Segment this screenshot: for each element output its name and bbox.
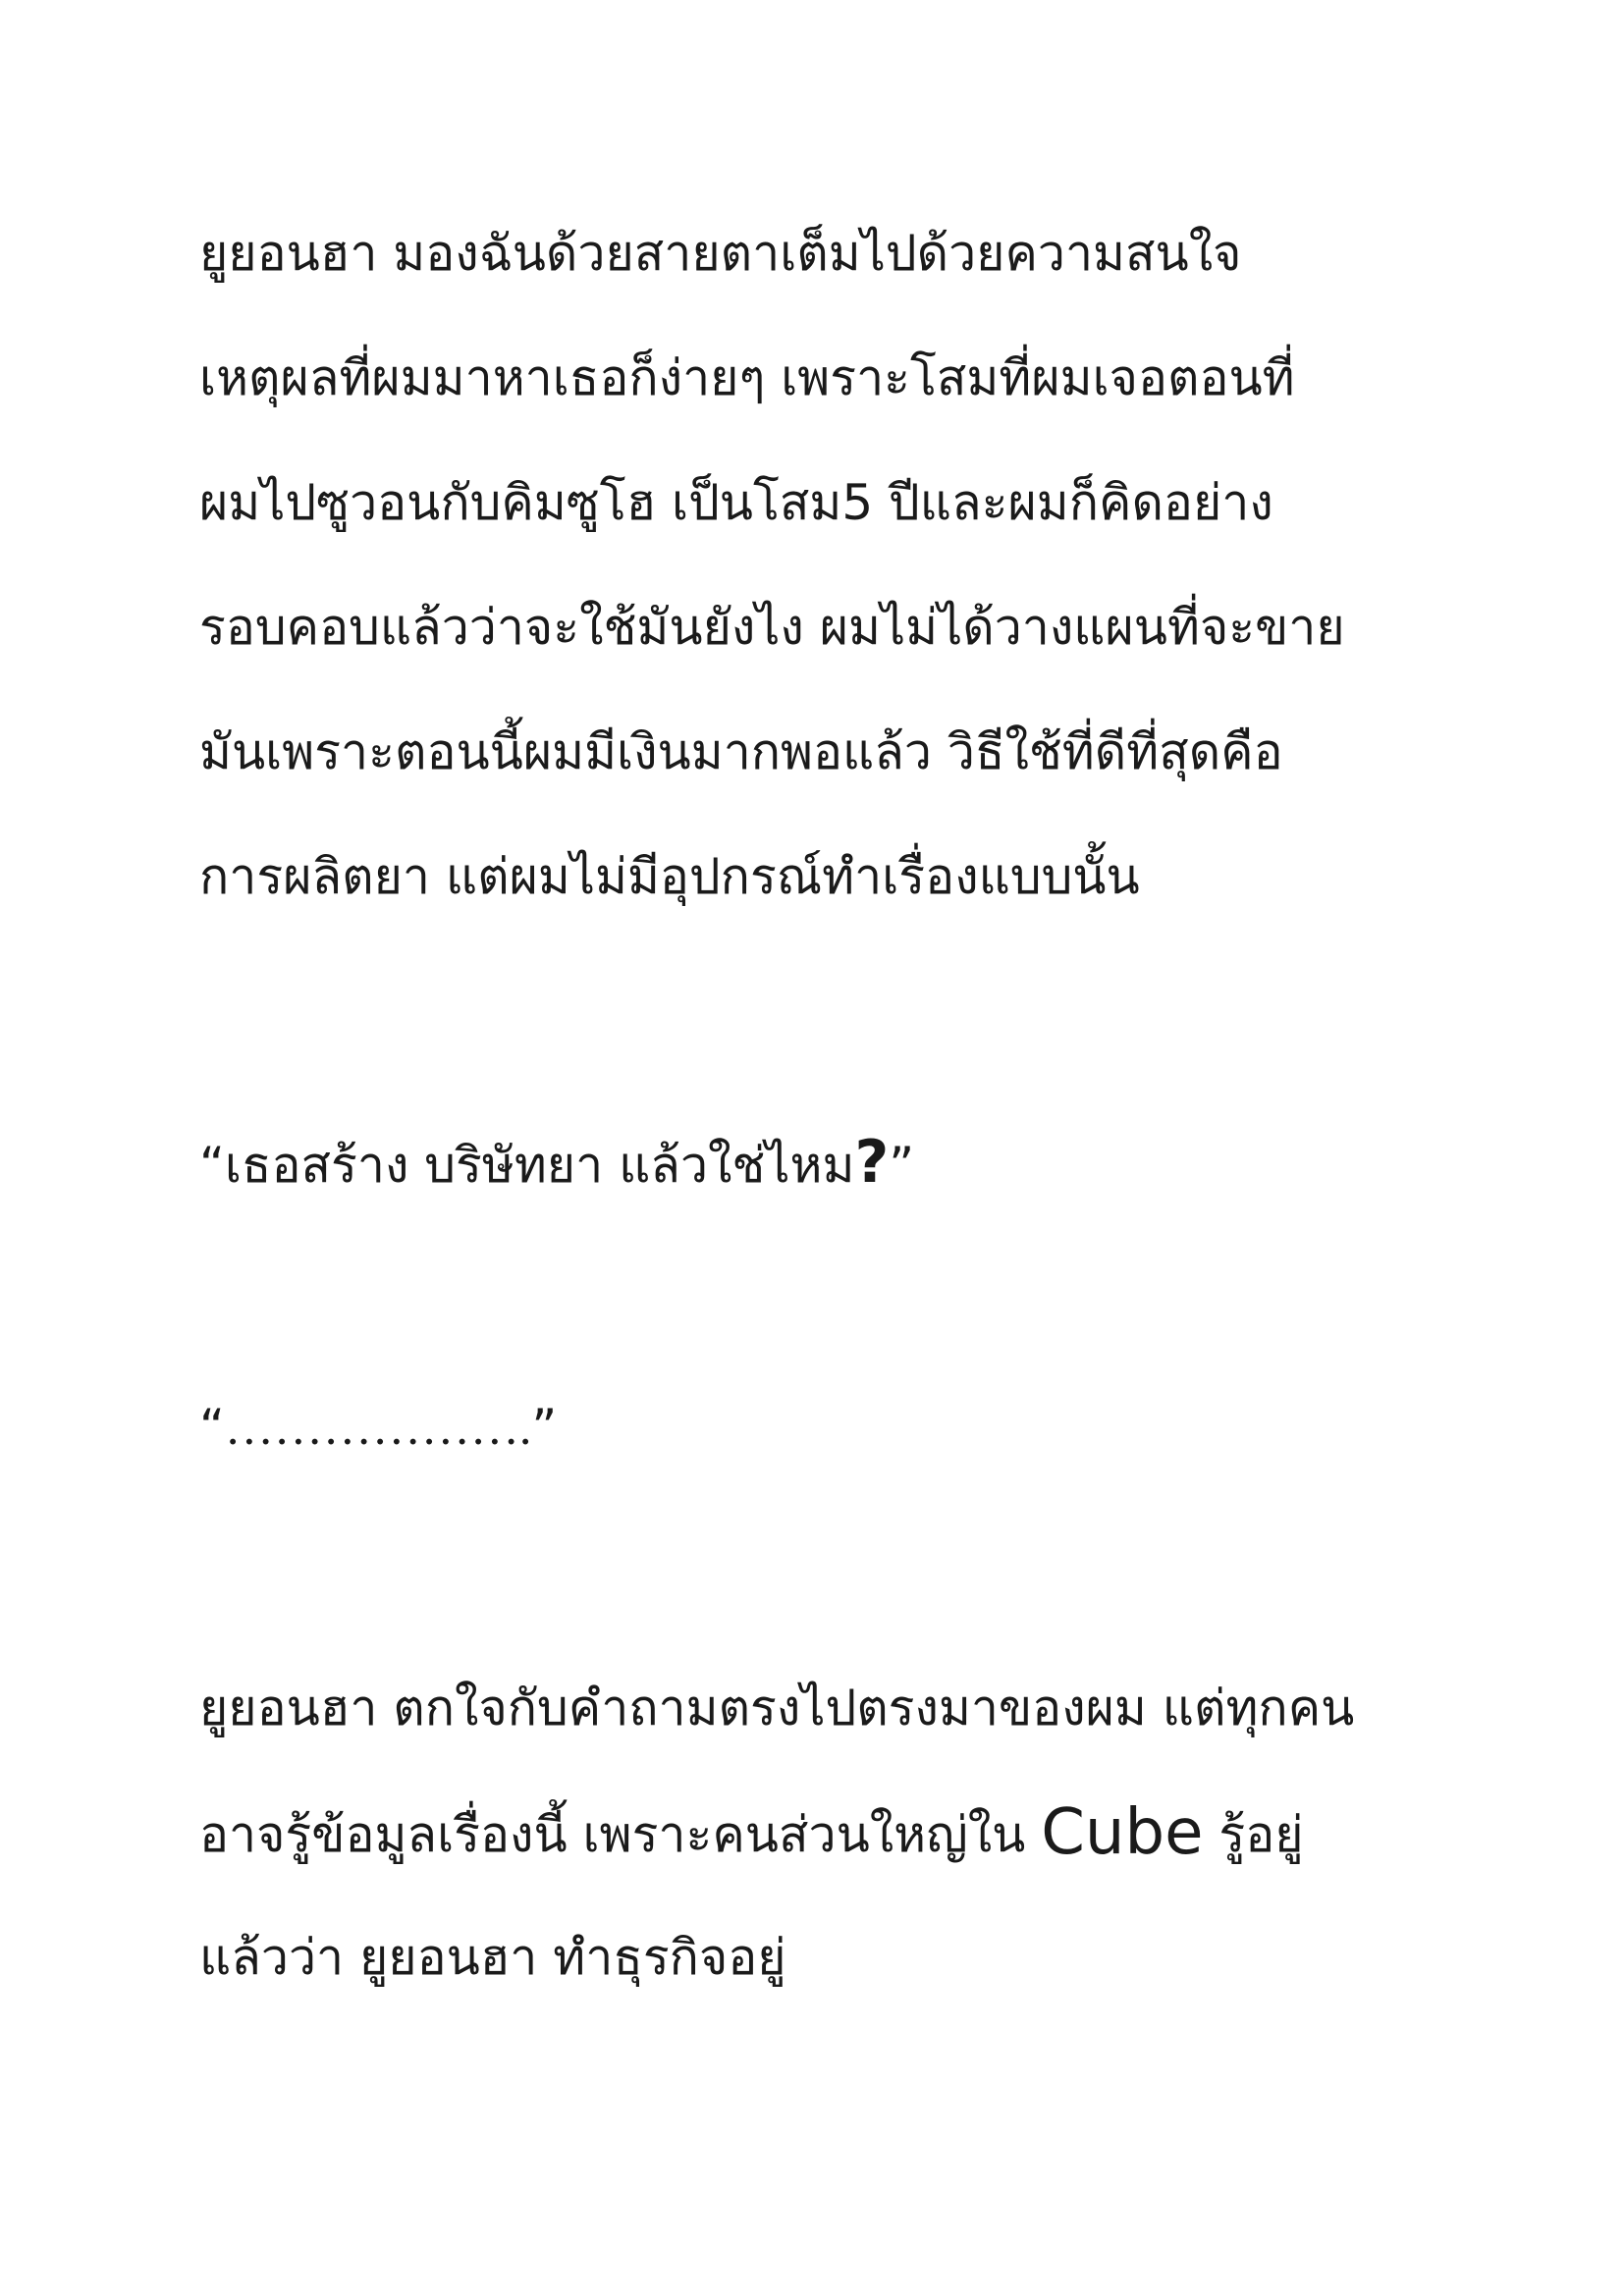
dialogue-close-quote: ” bbox=[889, 1137, 915, 1194]
silence-open-quote: “ bbox=[199, 1399, 225, 1456]
paragraph-4-line-1: ยูยอนฮา ตกใจกับคำถามตรงไปตรงมาของผม แต่ทุกคน bbox=[199, 1680, 1355, 1736]
silence-close-quote: ” bbox=[531, 1399, 558, 1456]
silence-dots: ………………. bbox=[224, 1400, 532, 1455]
paragraph-4-line-2-end: รู้อยู่ bbox=[1203, 1806, 1304, 1863]
paragraph-1-line-6: การผลิตยา แต่ผมไม่มีอุปกรณ์ทำเรื่องแบบนั้น bbox=[199, 848, 1140, 905]
paragraph-1-line-4: รอบคอบแล้วว่าจะใช้มันยังไง ผมไม่ได้วางแผนที่จะขาย bbox=[199, 599, 1345, 656]
cube-word: Cube bbox=[1041, 1796, 1204, 1869]
paragraph-1-line-1: ยูยอนฮา มองฉันด้วยสายตาเต็มไปด้วยความสนใจ bbox=[199, 225, 1242, 282]
paragraph-1-line-3: ผมไปซูวอนกับคิมซูโฮ เป็นโสม5 ปีและผมก็คิดอย่าง bbox=[199, 474, 1273, 531]
paragraph-4-line-2 bbox=[199, 1796, 1304, 1869]
silence-line bbox=[199, 1398, 557, 1457]
paragraph-4-line-3: แล้วว่า ยูยอนฮา ทำธุรกิจอยู่ bbox=[199, 1929, 786, 1986]
paragraph-1-line-5: มันเพราะตอนนี้ผมมีเงินมากพอแล้ว วิธีใช้ที่ดีที่สุดคือ bbox=[199, 723, 1283, 780]
dialogue-text: “เธอสร้าง บริษัทยา แล้วใช่ไหม bbox=[199, 1137, 855, 1194]
paragraph-1-line-2: เหตุผลที่ผมมาหาเธอก็ง่ายๆ เพราะโสมที่ผมเจอตอนที่ bbox=[199, 349, 1295, 406]
dialogue-question-mark: ? bbox=[854, 1128, 890, 1197]
paragraph-4-line-2-start: อาจรู้ข้อมูลเรื่องนี้ เพราะคนส่วนใหญ่ใน bbox=[199, 1806, 1042, 1863]
dialogue-line bbox=[199, 1128, 915, 1197]
